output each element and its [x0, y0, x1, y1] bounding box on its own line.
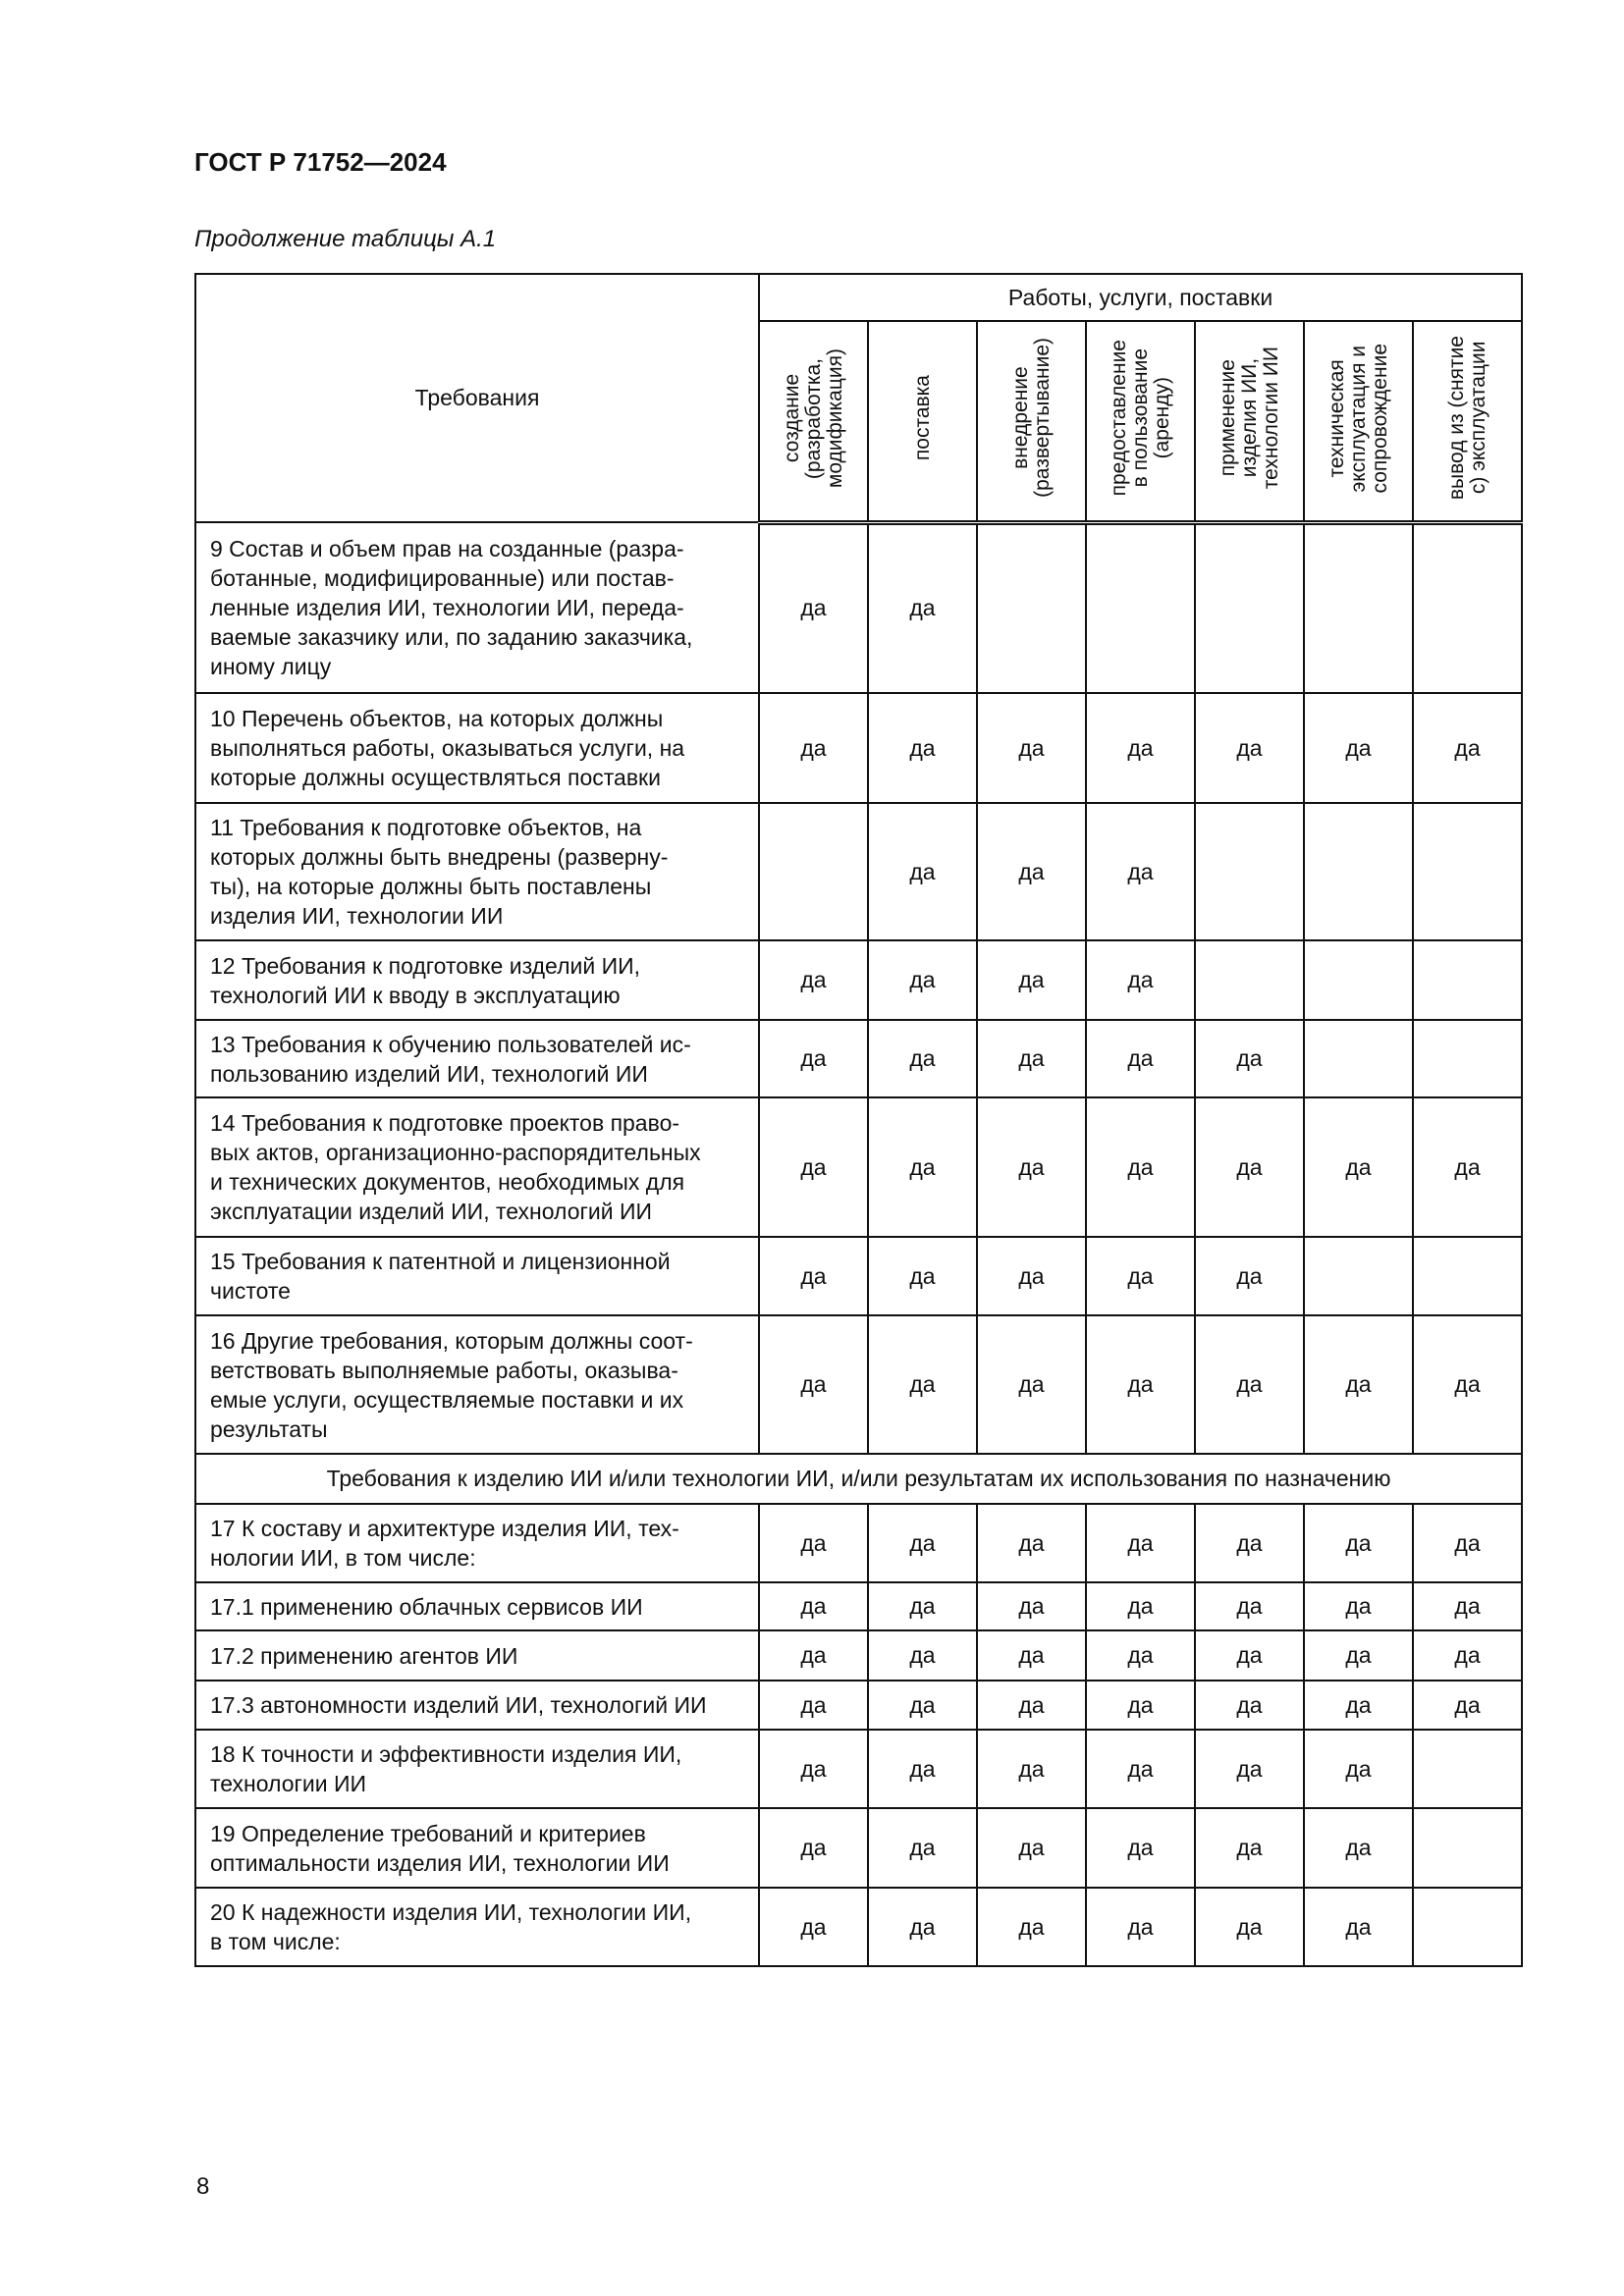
applicability-cell: да: [1195, 1097, 1304, 1237]
column-header: [977, 321, 1086, 522]
applicability-cell: да: [759, 1630, 868, 1681]
requirement-text: 19 Определение требований и критериев оптимальности изделия ИИ, технологии ИИ: [195, 1808, 759, 1888]
applicability-cell: да: [977, 940, 1086, 1020]
requirement-text: 15 Требования к патентной и лицензионной чистоте: [195, 1237, 759, 1315]
column-header-label: внедрение (развертывание): [1008, 338, 1054, 499]
requirement-text: 18 К точности и эффективности изделия ИИ, технологии ИИ: [195, 1730, 759, 1808]
applicability-cell: да: [1086, 1730, 1195, 1808]
applicability-cell: да: [977, 1097, 1086, 1237]
applicability-cell: [977, 522, 1086, 693]
applicability-cell: да: [868, 522, 977, 693]
applicability-cell: да: [759, 1315, 868, 1454]
table-row: [195, 940, 1522, 1020]
applicability-cell: да: [868, 1681, 977, 1730]
requirement-text: 10 Перечень объектов, на которых должны выполняться работы, оказываться услуги, на которые должны осуществляться поставки: [195, 693, 759, 803]
table-caption: Продолжение таблицы А.1: [194, 226, 497, 252]
applicability-cell: да: [977, 1681, 1086, 1730]
applicability-cell: да: [868, 1504, 977, 1582]
applicability-cell: да: [1304, 1582, 1413, 1630]
applicability-cell: да: [868, 693, 977, 803]
applicability-cell: да: [1304, 1630, 1413, 1681]
column-header: [1195, 321, 1304, 522]
table-row: [195, 1681, 1522, 1730]
section-row: [195, 1454, 1522, 1504]
applicability-cell: [1195, 940, 1304, 1020]
table-row: [195, 1730, 1522, 1808]
applicability-cell: да: [1304, 1504, 1413, 1582]
table-row: [195, 1237, 1522, 1315]
applicability-cell: да: [1304, 1888, 1413, 1966]
applicability-cell: да: [1195, 1630, 1304, 1681]
table-row: [195, 693, 1522, 803]
applicability-cell: да: [1304, 1808, 1413, 1888]
applicability-cell: да: [1086, 1681, 1195, 1730]
applicability-cell: да: [868, 940, 977, 1020]
applicability-cell: да: [868, 1020, 977, 1097]
applicability-cell: да: [1086, 1315, 1195, 1454]
requirement-text: 11 Требования к подготовке объектов, на которых должны быть внедрены (разверну- ты), на которые должны быть поставлены изделия ИИ, технологии ИИ: [195, 803, 759, 940]
requirement-text: 17.3 автономности изделий ИИ, технологий ИИ: [195, 1681, 759, 1730]
applicability-cell: да: [759, 1020, 868, 1097]
requirement-text: 16 Другие требования, которым должны соот- ветствовать выполняемые работы, оказыва- емые услуги, осуществляемые поставки и их результаты: [195, 1315, 759, 1454]
applicability-cell: да: [1413, 1504, 1522, 1582]
applicability-cell: [1304, 803, 1413, 940]
applicability-cell: [1304, 1020, 1413, 1097]
applicability-cell: да: [868, 1315, 977, 1454]
applicability-cell: да: [759, 1504, 868, 1582]
applicability-cell: [1086, 522, 1195, 693]
applicability-cell: да: [1086, 1888, 1195, 1966]
applicability-cell: да: [1195, 1504, 1304, 1582]
applicability-cell: да: [977, 1020, 1086, 1097]
applicability-cell: да: [1086, 1808, 1195, 1888]
requirement-text: 9 Состав и объем прав на созданные (разра- ботанные, модифицированные) или постав- ленные изделия ИИ, технологии ИИ, переда- ваемые заказчику или, по заданию заказчика, иному лицу: [195, 522, 759, 693]
applicability-cell: да: [759, 1808, 868, 1888]
table-row: [195, 1020, 1522, 1097]
applicability-cell: да: [1086, 1237, 1195, 1315]
applicability-cell: да: [977, 1582, 1086, 1630]
applicability-cell: да: [759, 693, 868, 803]
table-row: [195, 1888, 1522, 1966]
requirements-table: [194, 273, 1523, 1967]
applicability-cell: да: [977, 693, 1086, 803]
works-group-header: Работы, услуги, поставки: [759, 274, 1522, 321]
column-header-label: применение изделия ИИ, технологии ИИ: [1216, 347, 1282, 490]
applicability-cell: да: [1413, 693, 1522, 803]
applicability-cell: да: [1086, 1504, 1195, 1582]
applicability-cell: да: [1086, 693, 1195, 803]
table-row: [195, 1315, 1522, 1454]
applicability-cell: да: [759, 1681, 868, 1730]
applicability-cell: да: [759, 1237, 868, 1315]
applicability-cell: да: [868, 1630, 977, 1681]
applicability-cell: да: [1086, 940, 1195, 1020]
applicability-cell: да: [868, 1582, 977, 1630]
applicability-cell: да: [759, 1582, 868, 1630]
applicability-cell: да: [1195, 1237, 1304, 1315]
applicability-cell: да: [868, 803, 977, 940]
applicability-cell: [1195, 522, 1304, 693]
table-row: [195, 522, 1522, 693]
applicability-cell: да: [868, 1808, 977, 1888]
requirement-text: 17.1 применению облачных сервисов ИИ: [195, 1582, 759, 1630]
column-header-label: предоставление в пользование (аренду): [1107, 340, 1173, 497]
applicability-cell: да: [1195, 1730, 1304, 1808]
requirement-text: 13 Требования к обучению пользователей ис- пользованию изделий ИИ, технологий ИИ: [195, 1020, 759, 1097]
applicability-cell: [1304, 1237, 1413, 1315]
applicability-cell: да: [759, 940, 868, 1020]
applicability-cell: да: [1086, 1630, 1195, 1681]
applicability-cell: да: [977, 1315, 1086, 1454]
applicability-cell: [759, 803, 868, 940]
applicability-cell: да: [1413, 1681, 1522, 1730]
applicability-cell: да: [1304, 1681, 1413, 1730]
applicability-cell: да: [1304, 1097, 1413, 1237]
column-header-label: поставка: [910, 375, 934, 461]
applicability-cell: да: [977, 1730, 1086, 1808]
requirement-text: 17 К составу и архитектуре изделия ИИ, тех- нологии ИИ, в том числе:: [195, 1504, 759, 1582]
applicability-cell: да: [1195, 1888, 1304, 1966]
table-row: [195, 1808, 1522, 1888]
applicability-cell: да: [1413, 1630, 1522, 1681]
requirement-text: 12 Требования к подготовке изделий ИИ, технологий ИИ к вводу в эксплуатацию: [195, 940, 759, 1020]
applicability-cell: да: [1304, 693, 1413, 803]
column-header: [1086, 321, 1195, 522]
column-header-label: вывод из (снятие с) эксплуатации: [1444, 336, 1489, 501]
applicability-cell: да: [1086, 1020, 1195, 1097]
applicability-cell: [1413, 1020, 1522, 1097]
applicability-cell: да: [1195, 1681, 1304, 1730]
table-row: [195, 1097, 1522, 1237]
requirement-text: 20 К надежности изделия ИИ, технологии ИИ, в том числе:: [195, 1888, 759, 1966]
applicability-cell: да: [868, 1237, 977, 1315]
applicability-cell: да: [868, 1888, 977, 1966]
applicability-cell: да: [977, 1888, 1086, 1966]
applicability-cell: да: [759, 522, 868, 693]
applicability-cell: да: [1413, 1315, 1522, 1454]
applicability-cell: [1413, 1730, 1522, 1808]
applicability-cell: да: [1086, 1097, 1195, 1237]
applicability-cell: да: [1086, 1582, 1195, 1630]
page-number: 8: [196, 2173, 210, 2200]
column-header-label: создание (разработка, модификация): [780, 347, 846, 488]
column-header-label: техническая эксплуатация и сопровождение: [1325, 343, 1391, 493]
table-row: [195, 803, 1522, 940]
column-header: [868, 321, 977, 522]
applicability-cell: да: [759, 1097, 868, 1237]
applicability-cell: да: [759, 1888, 868, 1966]
requirement-text: 14 Требования к подготовке проектов право- вых актов, организационно-распорядительных и технических документов, необходимых для эксплуатации изделий ИИ, технологий ИИ: [195, 1097, 759, 1237]
applicability-cell: да: [1304, 1315, 1413, 1454]
applicability-cell: да: [1413, 1097, 1522, 1237]
requirements-header: Требования: [195, 274, 759, 522]
applicability-cell: да: [1195, 1808, 1304, 1888]
section-title: Требования к изделию ИИ и/или технологии ИИ, и/или результатам их использования по назначению: [195, 1454, 1522, 1504]
applicability-cell: да: [1195, 1020, 1304, 1097]
applicability-cell: да: [1195, 1582, 1304, 1630]
applicability-cell: да: [759, 1730, 868, 1808]
applicability-cell: [1195, 803, 1304, 940]
document-title: ГОСТ Р 71752—2024: [194, 147, 447, 177]
applicability-cell: да: [1413, 1582, 1522, 1630]
table-row: [195, 1582, 1522, 1630]
applicability-cell: [1304, 522, 1413, 693]
applicability-cell: [1413, 1888, 1522, 1966]
applicability-cell: да: [977, 803, 1086, 940]
applicability-cell: да: [1304, 1730, 1413, 1808]
applicability-cell: да: [977, 1808, 1086, 1888]
applicability-cell: да: [977, 1237, 1086, 1315]
column-header: [1304, 321, 1413, 522]
table-row: [195, 1630, 1522, 1681]
table-row: [195, 1504, 1522, 1582]
applicability-cell: да: [1195, 693, 1304, 803]
applicability-cell: да: [1086, 803, 1195, 940]
applicability-cell: [1413, 1237, 1522, 1315]
applicability-cell: [1413, 803, 1522, 940]
applicability-cell: да: [868, 1730, 977, 1808]
applicability-cell: [1413, 522, 1522, 693]
applicability-cell: [1304, 940, 1413, 1020]
column-header: [1413, 321, 1522, 522]
applicability-cell: да: [868, 1097, 977, 1237]
applicability-cell: [1413, 1808, 1522, 1888]
applicability-cell: да: [977, 1504, 1086, 1582]
applicability-cell: [1413, 940, 1522, 1020]
requirement-text: 17.2 применению агентов ИИ: [195, 1630, 759, 1681]
column-header: [759, 321, 868, 522]
applicability-cell: да: [977, 1630, 1086, 1681]
applicability-cell: да: [1195, 1315, 1304, 1454]
